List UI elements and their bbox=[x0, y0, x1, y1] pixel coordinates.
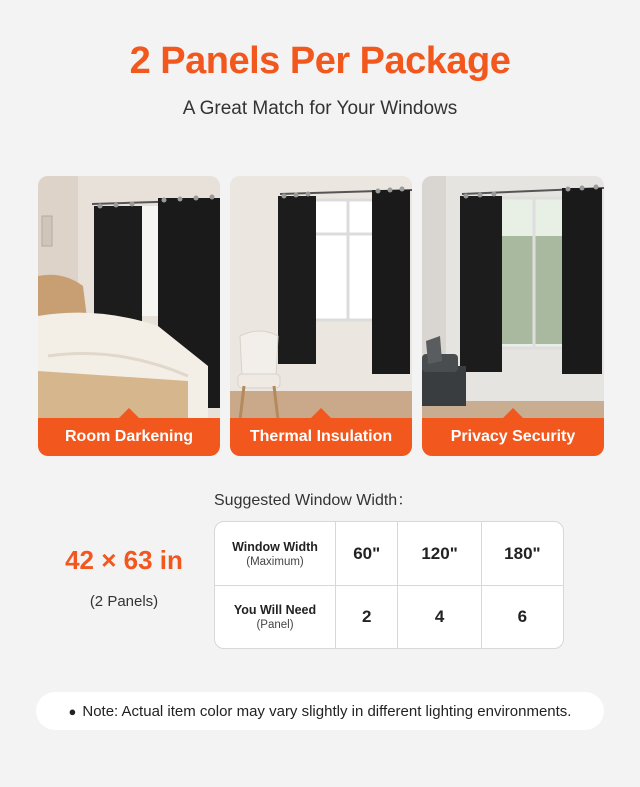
table-cell: 2 bbox=[336, 586, 398, 648]
row-header-window-width bbox=[215, 522, 336, 586]
page-subtitle: A Great Match for Your Windows bbox=[182, 98, 458, 119]
row-header-you-will-need bbox=[215, 586, 336, 648]
feature-card-privacy-security bbox=[422, 176, 604, 456]
feature-card-thermal-insulation bbox=[230, 176, 412, 456]
window-width-table bbox=[214, 521, 564, 649]
feature-card-room-darkening bbox=[38, 176, 220, 456]
table-cell: 4 bbox=[398, 586, 481, 648]
table-cell: 120" bbox=[398, 522, 481, 586]
table-cell: 180" bbox=[482, 522, 563, 586]
row-header-label: You Will Need bbox=[233, 603, 317, 618]
table-row bbox=[215, 586, 563, 648]
row-header-label: Window Width bbox=[232, 539, 318, 554]
table-cell: 60" bbox=[336, 522, 398, 586]
suggested-width-heading: Suggested Window Width： bbox=[214, 492, 414, 509]
feature-label-thermal-insulation: Thermal Insulation bbox=[230, 418, 412, 456]
curtain-size: 42 × 63 in bbox=[65, 545, 183, 575]
page-title: 2 Panels Per Package bbox=[129, 40, 511, 82]
color-note bbox=[36, 692, 604, 730]
panels-note: (2 Panels) bbox=[89, 593, 159, 610]
table-row bbox=[215, 522, 563, 586]
feature-label-privacy-security: Privacy Security bbox=[422, 418, 604, 456]
table-cell: 6 bbox=[517, 607, 528, 627]
feature-label-room-darkening: Room Darkening bbox=[38, 418, 220, 456]
row-header-sublabel: (Panel) bbox=[256, 619, 294, 632]
bullet-icon: ● bbox=[68, 703, 77, 719]
row-header-sublabel: (Maximum) bbox=[246, 555, 304, 568]
note-text: Note: Actual item color may vary slightly in different lighting environments. bbox=[82, 702, 572, 720]
